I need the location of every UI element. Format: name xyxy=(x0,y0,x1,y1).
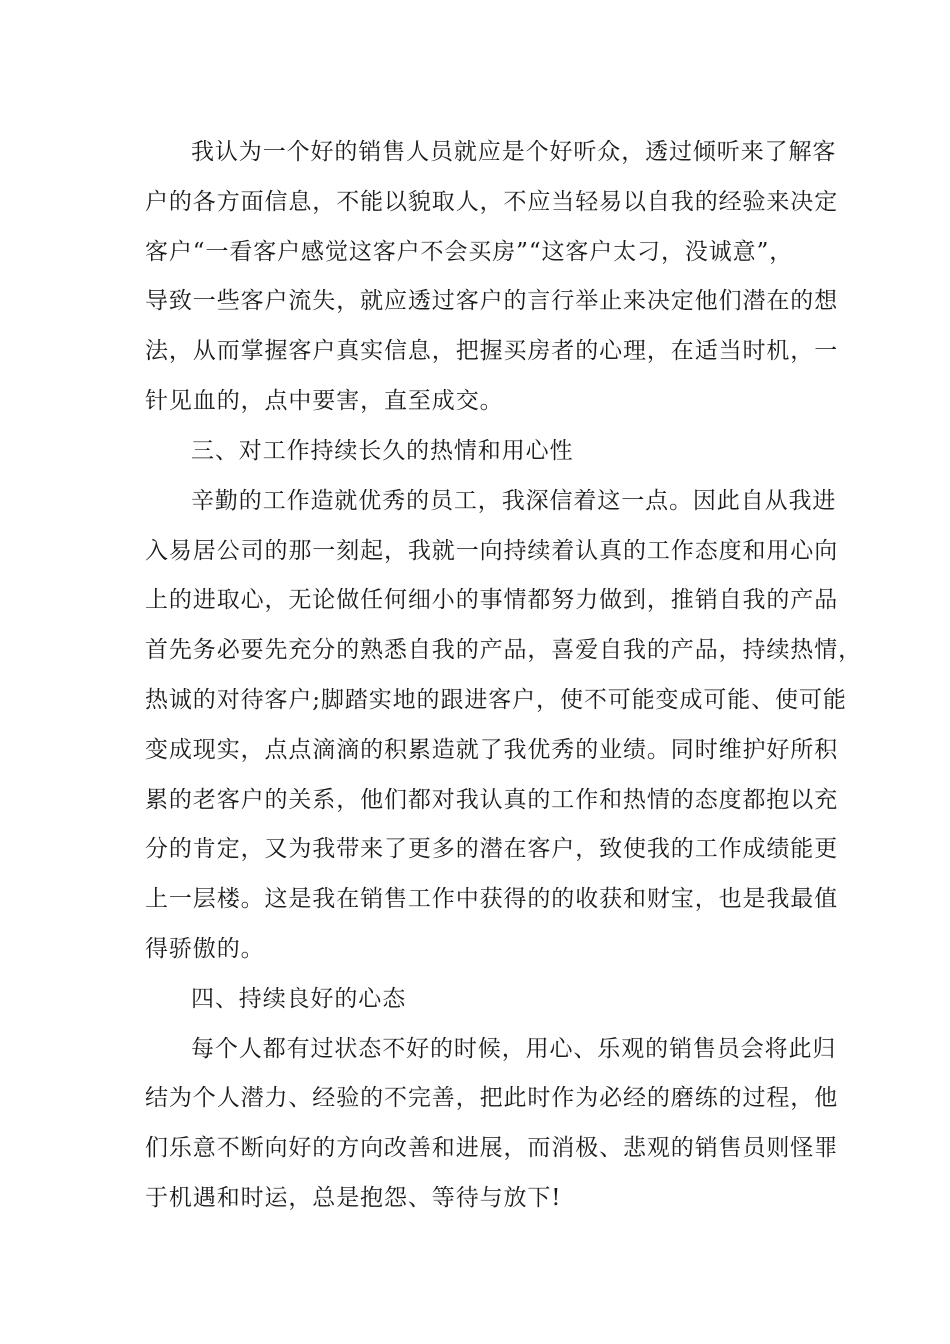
paragraph-2-line-5: 热诚的对待客户;脚踏实地的跟进客户，使不可能变成可能、使可能 xyxy=(145,687,847,713)
paragraph-1-line-1: 我认为一个好的销售人员就应是个好听众，透过倾听来了解客 xyxy=(191,139,837,165)
paragraph-1-line-5: 法，从而掌握客户真实信息，把握买房者的心理，在适当时机，一 xyxy=(145,338,839,364)
paragraph-1-line-6: 针见血的，点中要害，直至成交。 xyxy=(145,388,504,414)
paragraph-2-line-8: 分的肯定，又为我带来了更多的潜在客户，致使我的工作成绩能更 xyxy=(145,836,839,862)
section-heading-3: 三、对工作持续长久的热情和用心性 xyxy=(191,438,574,464)
paragraph-2-line-6: 变成现实，点点滴滴的积累造就了我优秀的业绩。同时维护好所积 xyxy=(145,737,839,763)
paragraph-1-line-3: 客户“一看客户感觉这客户不会买房”“这客户太刁，没诚意”， xyxy=(145,239,794,265)
paragraph-2-line-4: 首先务必要先充分的熟悉自我的产品，喜爱自我的产品，持续热情， xyxy=(145,637,862,663)
paragraph-3-line-4: 于机遇和时运，总是抱怨、等待与放下! xyxy=(145,1185,562,1211)
paragraph-2-line-3: 上的进取心，无论做任何细小的事情都努力做到，推销自我的产品 xyxy=(145,587,839,613)
paragraph-2-line-9: 上一层楼。这是我在销售工作中获得的的收获和财宝，也是我最值 xyxy=(145,886,839,912)
paragraph-3-line-3: 们乐意不断向好的方向改善和进展，而消极、悲观的销售员则怪罪 xyxy=(145,1135,839,1161)
paragraph-2-line-1: 辛勤的工作造就优秀的员工，我深信着这一点。因此自从我进 xyxy=(191,488,837,514)
paragraph-2-line-2: 入易居公司的那一刻起，我就一向持续着认真的工作态度和用心向 xyxy=(145,538,839,564)
paragraph-1-line-2: 户的各方面信息，不能以貌取人，不应当轻易以自我的经验来决定 xyxy=(145,189,839,215)
paragraph-2-line-10: 得骄傲的。 xyxy=(145,936,265,962)
paragraph-1-line-4: 导致一些客户流失，就应透过客户的言行举止来决定他们潜在的想 xyxy=(145,288,839,314)
paragraph-3-line-1: 每个人都有过状态不好的时候，用心、乐观的销售员会将此归 xyxy=(191,1036,837,1062)
section-heading-4: 四、持续良好的心态 xyxy=(191,986,407,1012)
paragraph-2-line-7: 累的老客户的关系，他们都对我认真的工作和热情的态度都抱以充 xyxy=(145,787,839,813)
paragraph-3-line-2: 结为个人潜力、经验的不完善，把此时作为必经的磨练的过程，他 xyxy=(145,1085,839,1111)
